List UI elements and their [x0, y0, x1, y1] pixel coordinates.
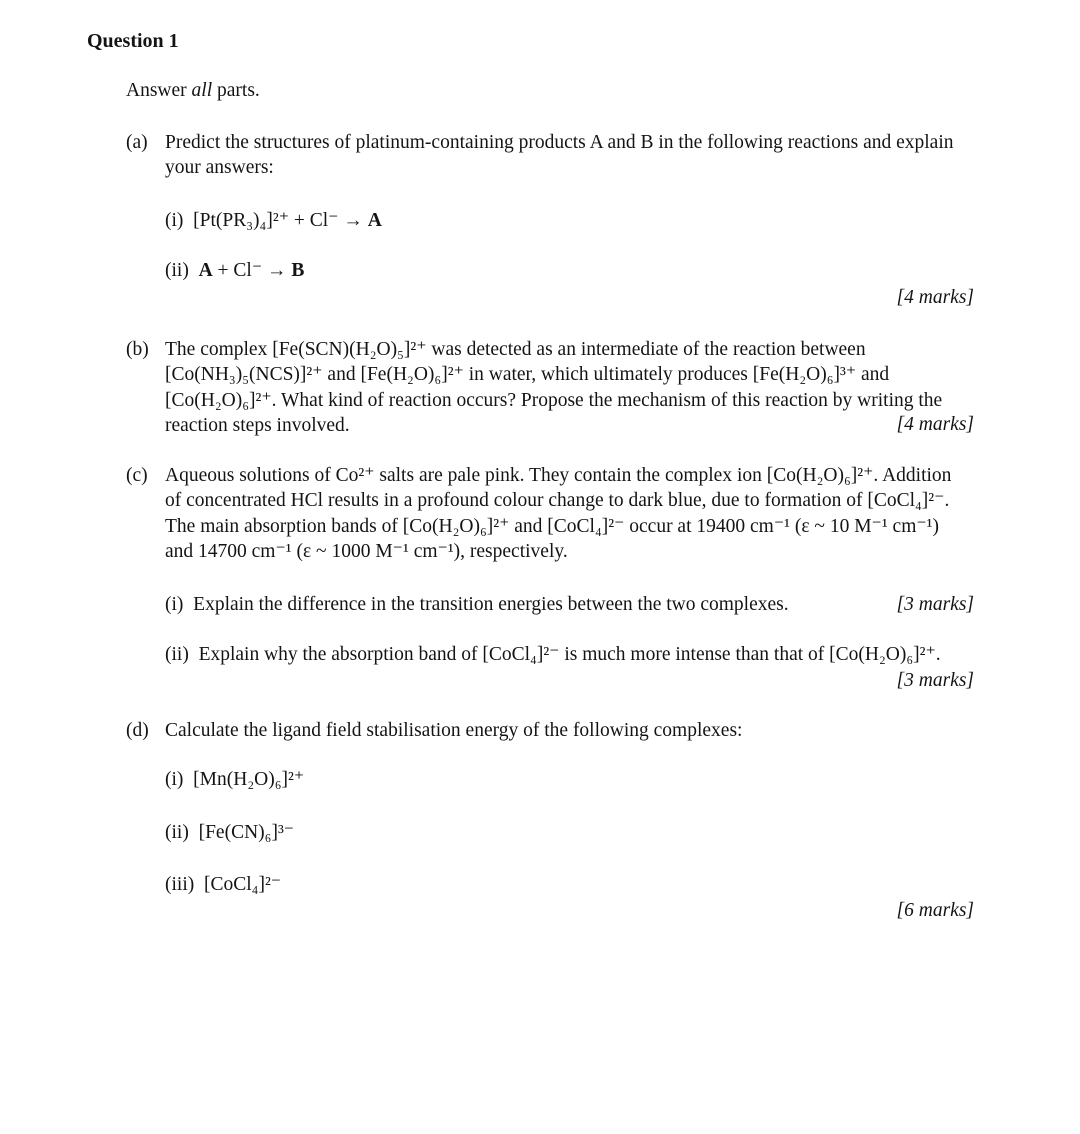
- part-d-sub-i: [165, 767, 304, 792]
- part-b-label: (b): [126, 339, 149, 360]
- part-b-text: The complex [Fe(SCN)(H₂O)₅]²⁺ was detected as an intermediate of the reaction between [Co(NH₃)₅(NCS)]²⁺ and [Fe(H₂O)₆]²⁺ in water, which ultimately produces [Fe(H₂O)₆]³⁺ and [Co(H₂O)₆]²⁺. What kind of reaction occurs? Propose the mechanism of this reaction by writing the reaction steps involved.: [165, 339, 943, 437]
- part-a-label: (a): [126, 132, 148, 153]
- intro-suffix: parts.: [217, 80, 260, 101]
- intro-prefix: Answer: [126, 80, 187, 101]
- part-d-marks: [6 marks]: [896, 900, 974, 921]
- part-c-sub-ii: [165, 642, 945, 667]
- part-a-sub-i-label: (i): [165, 210, 184, 231]
- part-c-sub-i: [165, 592, 885, 617]
- part-d-sub-ii-label: (ii): [165, 822, 189, 843]
- part-a-sub-ii: [165, 258, 304, 283]
- part-d-sub-i-label: (i): [165, 769, 184, 790]
- part-a-sub-i-text: [Pt(PR₃)₄]²⁺ + Cl⁻ → A: [193, 210, 382, 231]
- part-a-sub-i: [165, 208, 382, 233]
- part-c-sub-ii-label: (ii): [165, 644, 189, 665]
- part-d-sub-ii-text: [Fe(CN)₆]³⁻: [198, 822, 295, 843]
- part-a-marks: [4 marks]: [896, 287, 974, 308]
- part-d-sub-ii: [165, 820, 294, 845]
- part-c-label: (c): [126, 465, 148, 486]
- part-c-sub-ii-text: Explain why the absorption band of [CoCl₄]²⁻ is much more intense than that of [Co(H₂O)₆]²⁺.: [198, 644, 941, 665]
- question-intro: [126, 78, 260, 103]
- part-c-sub-i-label: (i): [165, 594, 184, 615]
- part-d-sub-iii-text: [CoCl₄]²⁻: [204, 874, 282, 895]
- part-a-sub-ii-label: (ii): [165, 260, 189, 281]
- part-c-sub-i-text: Explain the difference in the transition energies between the two complexes.: [193, 594, 789, 615]
- intro-emphasis: all: [191, 80, 213, 101]
- part-d-label: (d): [126, 720, 149, 741]
- part-c-sub-i-marks: [3 marks]: [896, 594, 974, 615]
- part-a-text: Predict the structures of platinum-containing products A and B in the following reactions and explain your answers:: [165, 132, 954, 179]
- part-c-text: Aqueous solutions of Co²⁺ salts are pale pink. They contain the complex ion [Co(H₂O)₆]²⁺. Addition of concentrated HCl results in a profound colour change to dark blue, due to formation of [CoCl₄]²⁻. The main absorption bands of [Co(H₂O)₆]²⁺ and [CoCl₄]²⁻ occur at 19400 cm⁻¹ (ε ~ 10 M⁻¹ cm⁻¹) and 14700 cm⁻¹ (ε ~ 1000 M⁻¹ cm⁻¹), respectively.: [165, 465, 952, 563]
- part-d-sub-i-text: [Mn(H₂O)₆]²⁺: [193, 769, 305, 790]
- part-d-sub-iii: [165, 872, 281, 897]
- part-b-marks: [4 marks]: [896, 414, 974, 435]
- part-c-sub-ii-marks: [3 marks]: [896, 670, 974, 691]
- question-heading: Question 1: [87, 30, 179, 52]
- part-a-sub-ii-text: A + Cl⁻ → B: [198, 260, 305, 281]
- part-d-sub-iii-label: (iii): [165, 874, 195, 895]
- part-d-text: Calculate the ligand field stabilisation energy of the following complexes:: [165, 720, 743, 741]
